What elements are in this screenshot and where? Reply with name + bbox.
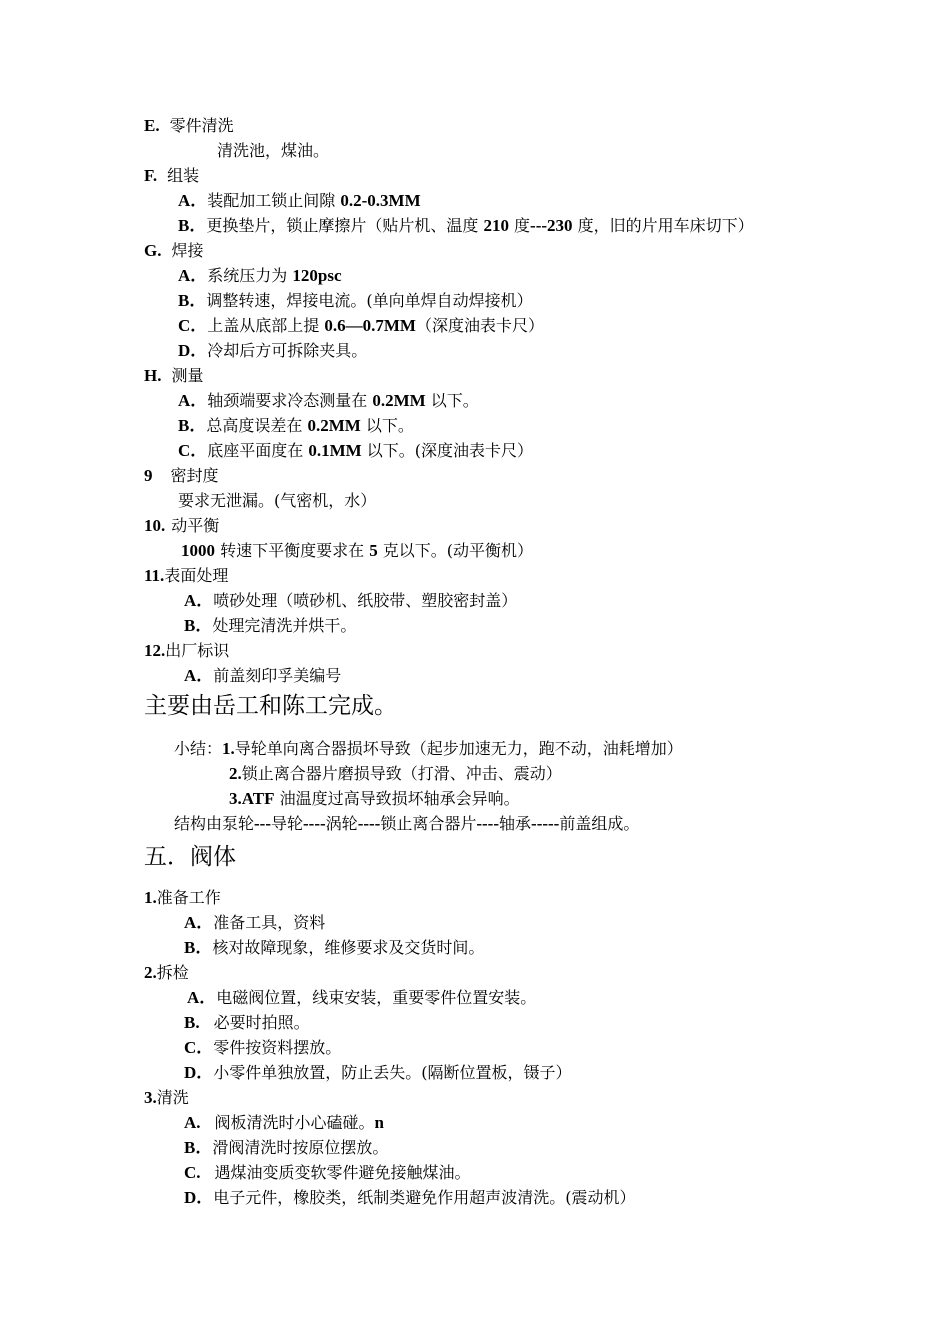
s10-content: 1000 转速下平衡度要求在 5 克以下。(动平衡机）	[181, 541, 534, 560]
summary-line-2: 2.锁止离合器片磨损导致（打滑、冲击、震动）	[229, 764, 562, 783]
heading-10: 10. 动平衡	[144, 516, 220, 535]
summary-line-3: 3.ATF 油温度过高导致损坏轴承会异响。	[229, 789, 520, 808]
v2-heading: 2.拆检	[144, 963, 189, 982]
structure-line: 结构由泵轮---导轮----涡轮----锁止离合器片----轴承-----前盖组成。	[174, 814, 640, 833]
v2-item-c: C．零件按资料摆放。	[184, 1038, 342, 1057]
h-item-b: B．总高度误差在 0.2MM 以下。	[178, 416, 414, 435]
v3-item-d: D．电子元件，橡胶类，纸制类避免作用超声波清洗。(震动机）	[184, 1188, 636, 1207]
h-item-c: C．底座平面度在 0.1MM 以下。(深度油表卡尺）	[178, 441, 534, 460]
v1-item-a: A．准备工具，资料	[184, 913, 326, 932]
heading-g: G. 焊接	[144, 241, 204, 260]
g-item-c: C．上盖从底部上提 0.6—0.7MM（深度油表卡尺）	[178, 316, 544, 335]
g-item-b: B．调整转速，焊接电流。(单向单焊自动焊接机）	[178, 291, 533, 310]
s11-item-a: A．喷砂处理（喷砂机、纸胶带、塑胶密封盖）	[184, 591, 518, 610]
v2-item-d: D．小零件单独放置，防止丢失。(隔断位置板，镊子）	[184, 1063, 572, 1082]
summary-line-1: 小结：1.导轮单向离合器损坏导致（起步加速无力，跑不动，油耗增加）	[174, 739, 683, 758]
v3-item-b: B．滑阀清洗时按原位摆放。	[184, 1138, 389, 1157]
section-five-heading: 五．阀体	[144, 844, 236, 870]
e-content: 清洗池，煤油。	[217, 141, 330, 160]
g-item-d: D．冷却后方可拆除夹具。	[178, 341, 368, 360]
heading-12: 12.出厂标识	[144, 641, 230, 660]
g-item-a: A．系统压力为 120psc	[178, 266, 342, 285]
completed-by-note: 主要由岳工和陈工完成。	[144, 693, 397, 719]
heading-h: H. 测量	[144, 366, 204, 385]
heading-9: 9 密封度	[144, 466, 219, 485]
f-item-a: A．装配加工锁止间隙 0.2-0.3MM	[178, 191, 421, 210]
v1-item-b: B．核对故障现象，维修要求及交货时间。	[184, 938, 485, 957]
v1-heading: 1.准备工作	[144, 888, 221, 907]
heading-e: E. 零件清洗	[144, 116, 234, 135]
v3-item-a: A. 阀板清洗时小心磕碰。n	[184, 1113, 385, 1132]
v3-heading: 3.清洗	[144, 1088, 189, 1107]
v2-item-b: B. 必要时拍照。	[184, 1013, 310, 1032]
s9-content: 要求无泄漏。(气密机，水）	[178, 491, 377, 510]
v2-item-a: A．电磁阀位置，线束安装，重要零件位置安装。	[187, 988, 537, 1007]
heading-11: 11.表面处理	[144, 566, 229, 585]
s11-item-b: B．处理完清洗并烘干。	[184, 616, 357, 635]
heading-f: F. 组装	[144, 166, 200, 185]
h-item-a: A．轴颈端要求冷态测量在 0.2MM 以下。	[178, 391, 479, 410]
s12-item-a: A．前盖刻印孚美编号	[184, 666, 342, 685]
f-item-b: B．更换垫片，锁止摩擦片（贴片机、温度 210 度---230 度，旧的片用车床切下）	[178, 216, 754, 235]
v3-item-c: C. 遇煤油变质变软零件避免接触煤油。	[184, 1163, 471, 1182]
